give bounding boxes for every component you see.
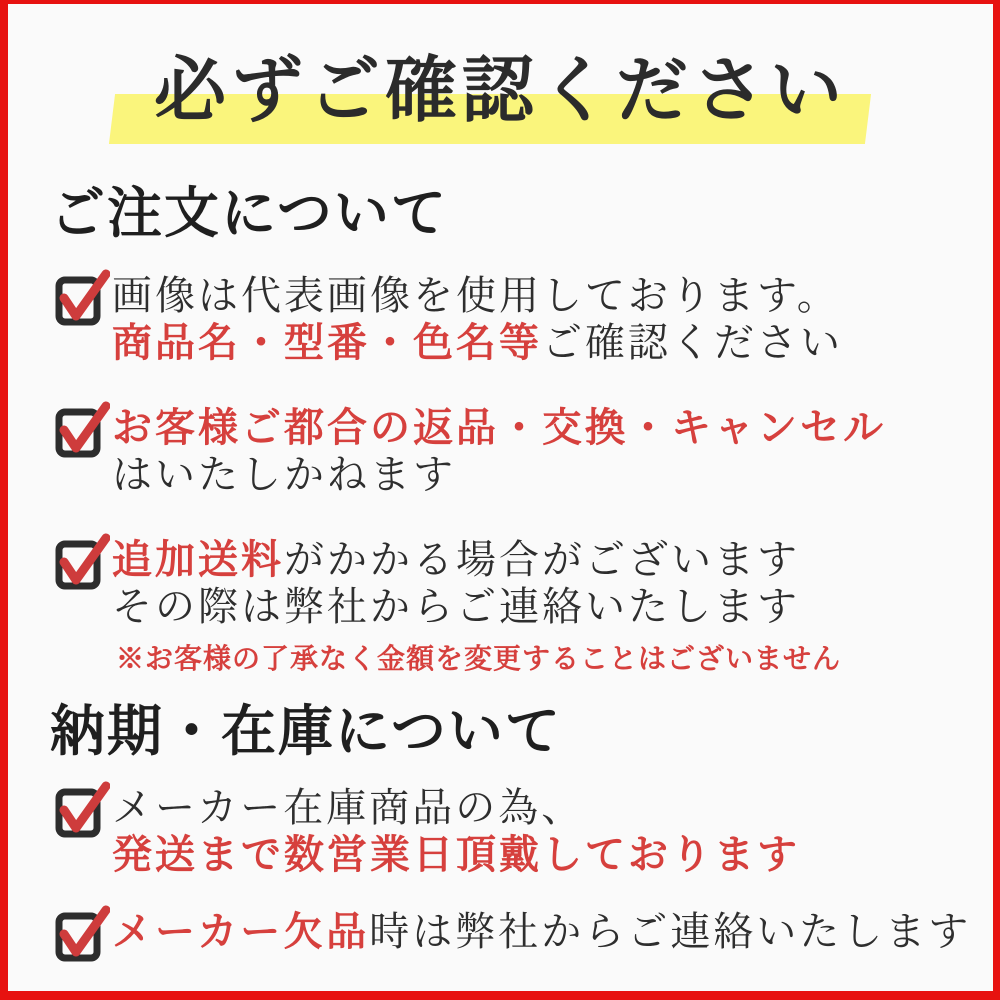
list-item-returns (54, 404, 963, 498)
notice-line (112, 583, 841, 630)
checkbox-icon (54, 904, 110, 964)
item-text (112, 404, 886, 498)
text-segment: 追加送料 (112, 537, 284, 582)
list-item-maker-stock (54, 784, 963, 878)
price-change-note: ※お客様の了承なく金額を変更することはございません (116, 644, 842, 675)
item-text (112, 908, 971, 955)
text-segment: その際は弊社からご連絡いたします (112, 584, 800, 629)
notice-line (112, 784, 800, 831)
page-title: 必ずご確認ください (153, 51, 847, 131)
list-item-maker-shortage (54, 908, 972, 964)
notice-line (112, 451, 886, 498)
text-segment: 発送まで数営業日頂戴しております (112, 832, 800, 877)
checkbox-icon (54, 780, 110, 840)
checkbox-icon (54, 532, 110, 592)
list-item-representative-image (54, 272, 963, 366)
checkbox-icon (54, 268, 110, 328)
notice-line (112, 536, 841, 583)
notice-line (112, 831, 800, 878)
text-segment: 画像は代表画像を使用しております。 (112, 273, 840, 318)
text-segment: ご確認ください (542, 320, 843, 365)
text-segment: 時は弊社からご連絡いたします (369, 909, 972, 954)
notice-line (112, 272, 843, 319)
text-segment: メーカー在庫商品の為、 (112, 785, 585, 830)
text-segment: はいたしかねます (112, 452, 456, 497)
notice-line (112, 319, 843, 366)
checkbox-icon (54, 400, 110, 460)
text-segment: 商品名・型番・色名等 (112, 320, 542, 365)
text-segment: がかかる場合がございます (284, 537, 800, 582)
list-item-extra-shipping (54, 536, 963, 678)
section-heading-order: ご注文について (50, 183, 448, 244)
notice-line (112, 404, 886, 451)
text-segment: お客様ご都合の返品・交換・キャンセル (112, 405, 886, 450)
item-text (112, 272, 843, 366)
item-text (112, 784, 800, 878)
section-heading-stock: 納期・在庫について (50, 701, 562, 762)
notice-line (112, 908, 971, 955)
item-text (112, 536, 841, 678)
title-banner (8, 36, 993, 150)
text-segment: メーカー欠品 (112, 909, 370, 954)
